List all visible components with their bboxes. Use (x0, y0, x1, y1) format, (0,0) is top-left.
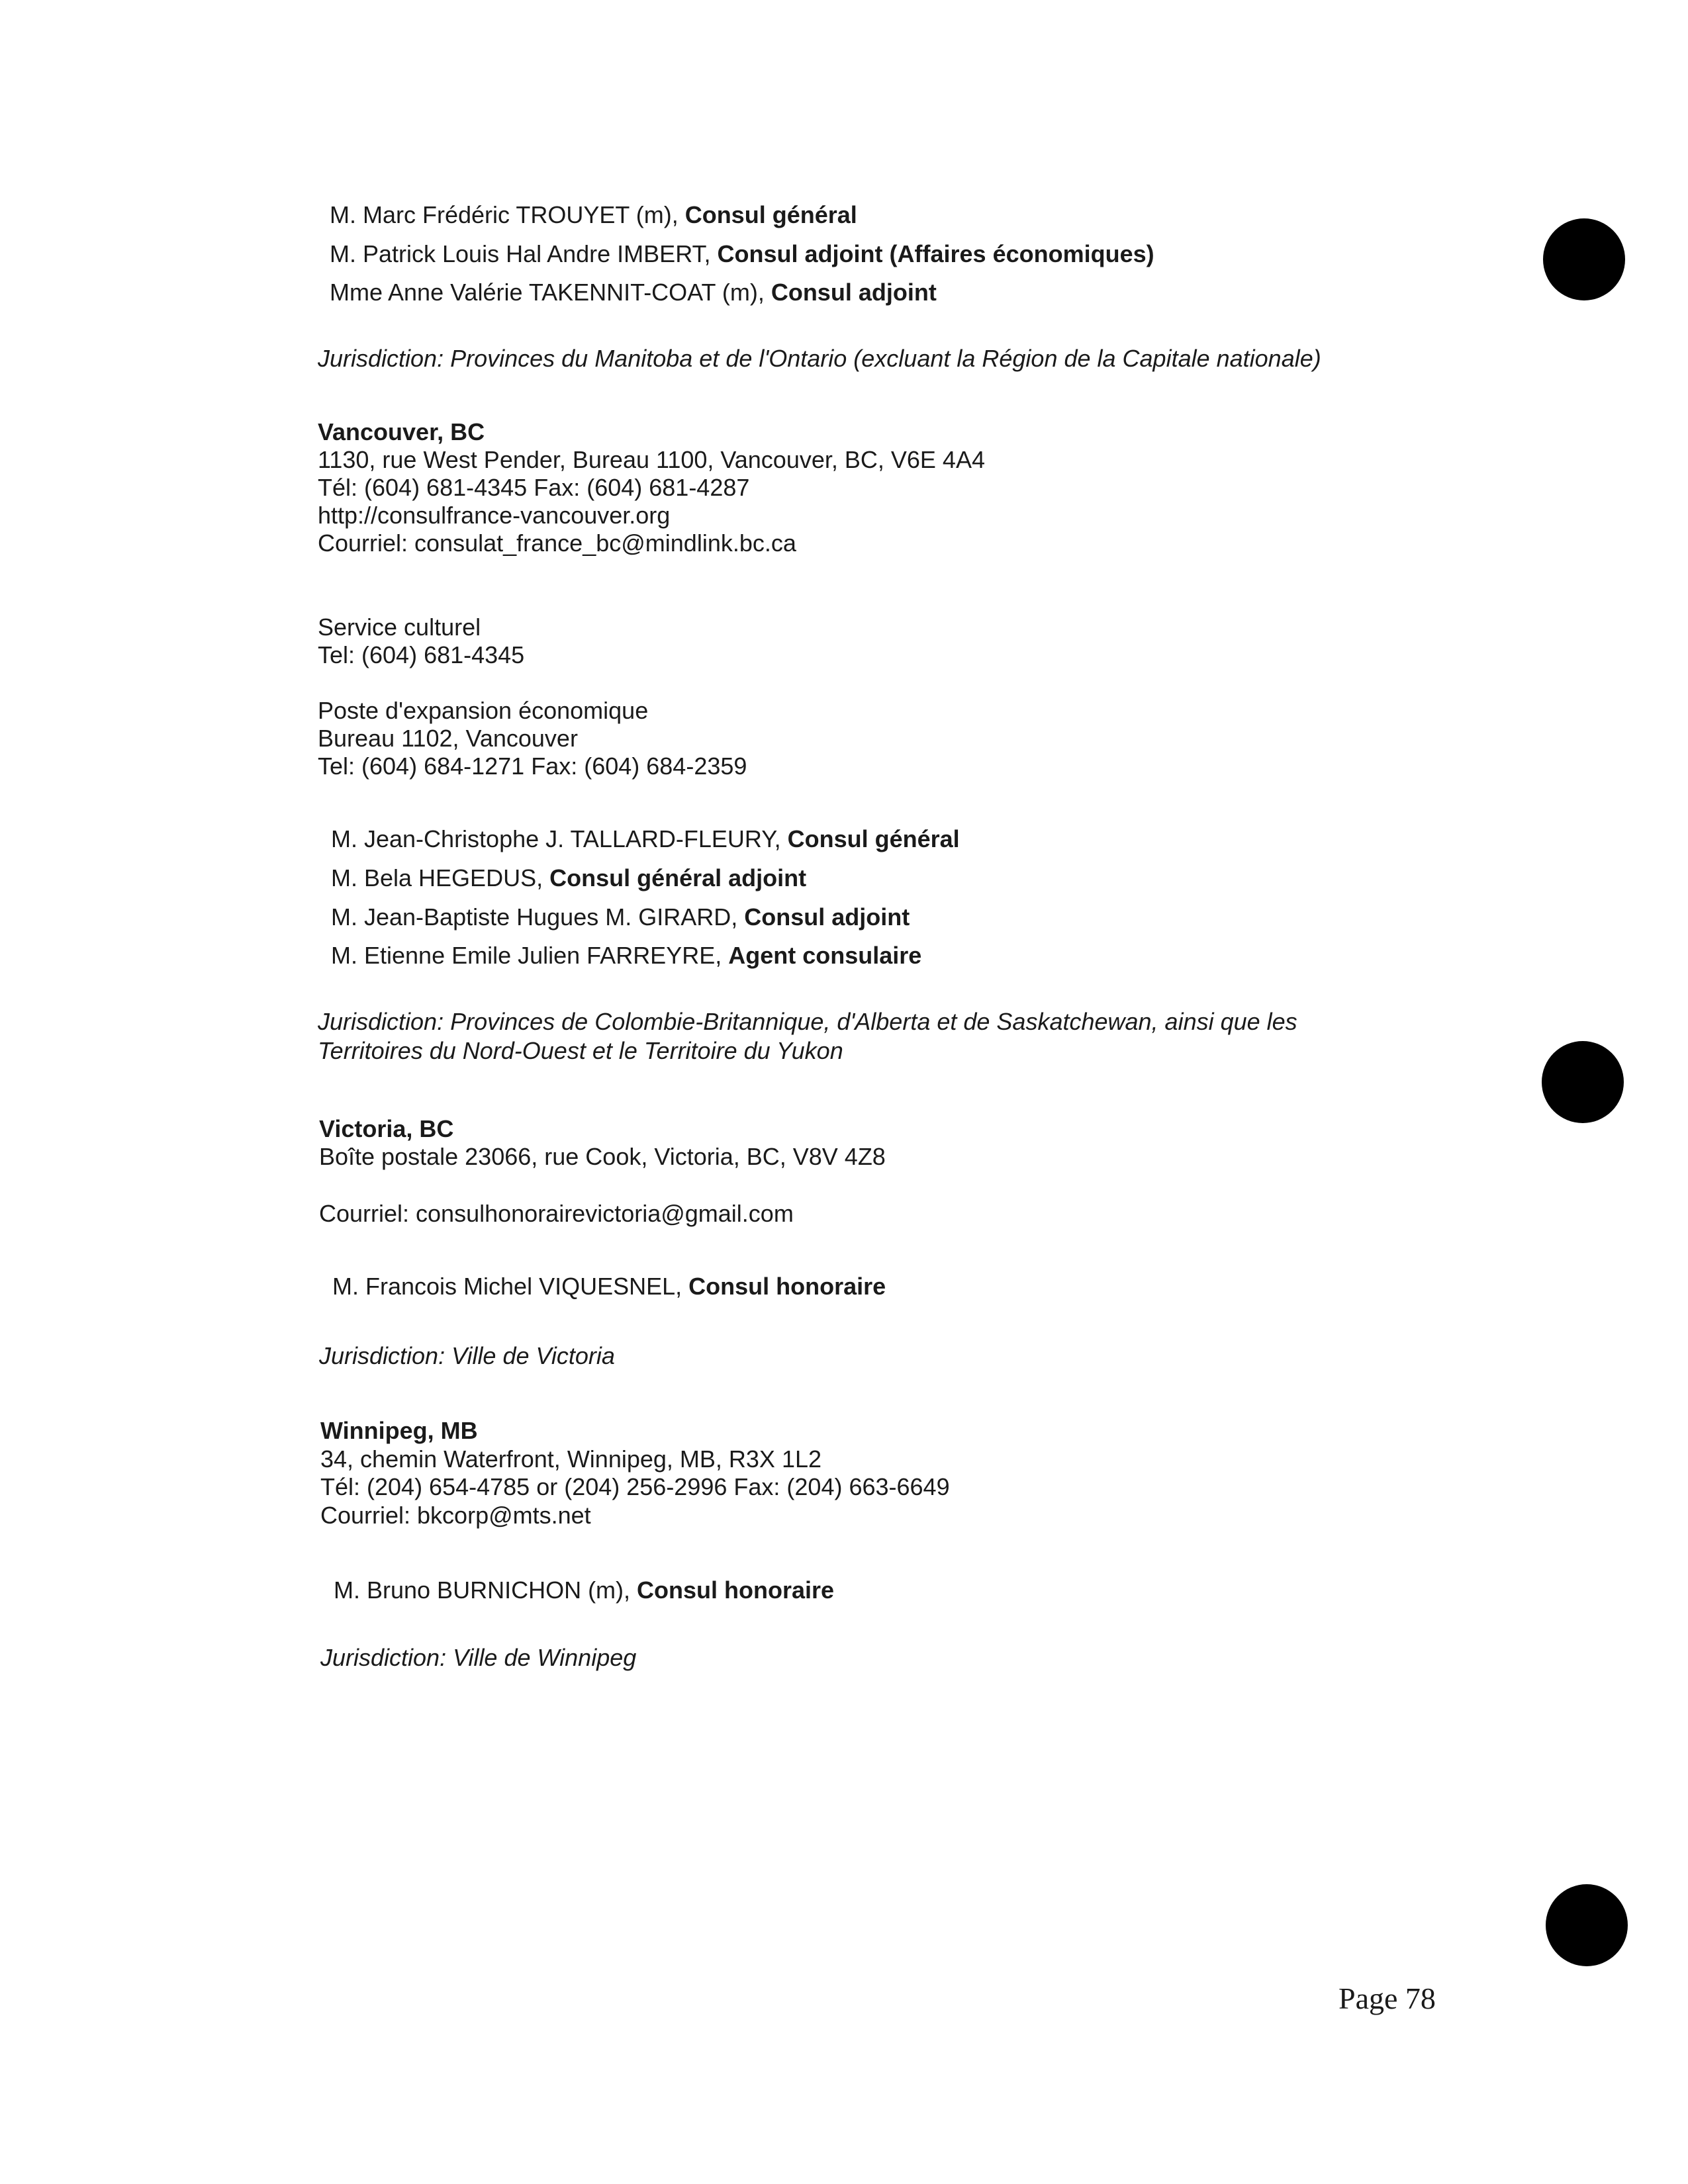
jurisdiction-line (320, 1644, 636, 1672)
address: 1130, rue West Pender, Bureau 1100, Vancouver, BC, V6E 4A4 (318, 446, 985, 473)
official-title: Consul adjoint (Affaires économiques) (717, 240, 1154, 267)
address: Boîte postale 23066, rue Cook, Victoria, BC, V8V 4Z8 (319, 1143, 886, 1170)
official-line (330, 279, 937, 306)
official-line (332, 1273, 886, 1300)
jurisdiction-label: Jurisdiction: (319, 1342, 445, 1369)
phone-fax: Tél: (204) 654-4785 or (204) 256-2996 Fax: (204) 663-6649 (320, 1473, 950, 1500)
address: 34, chemin Waterfront, Winnipeg, MB, R3X 1L2 (320, 1445, 822, 1473)
official-title: Consul général (787, 825, 960, 852)
official-name: M. Marc Frédéric TROUYET (m), (330, 201, 685, 228)
official-line (330, 240, 1154, 268)
email: Courriel: consulat_france_bc@mindlink.bc.ca (318, 529, 796, 557)
official-name: M. Jean-Baptiste Hugues M. GIRARD, (331, 903, 745, 931)
phone-fax: Tél: (604) 681-4345 Fax: (604) 681-4287 (318, 474, 750, 501)
email: Courriel: bkcorp@mts.net (320, 1502, 591, 1529)
official-title: Consul honoraire (688, 1273, 886, 1300)
official-line (331, 864, 806, 892)
jurisdiction-text: Provinces de Colombie-Britannique, d'Alberta et de Saskatchewan, ainsi que les (444, 1008, 1297, 1035)
official-title: Consul adjoint (744, 903, 910, 931)
official-title: Consul général (684, 201, 857, 228)
punch-hole-icon (1542, 1041, 1624, 1123)
expansion-office: Bureau 1102, Vancouver (318, 725, 578, 752)
official-line (330, 201, 857, 229)
official-line (331, 903, 910, 931)
official-name: M. Jean-Christophe J. TALLARD-FLEURY, (331, 825, 788, 852)
jurisdiction-line-2: Territoires du Nord-Ouest et le Territoire du Yukon (318, 1037, 843, 1064)
section-heading-vancouver: Vancouver, BC (318, 418, 485, 445)
website-link[interactable]: http://consulfrance-vancouver.org (318, 502, 671, 529)
official-name: M. Francois Michel VIQUESNEL, (332, 1273, 689, 1300)
official-title: Consul adjoint (771, 279, 937, 306)
jurisdiction-text: Ville de Winnipeg (446, 1644, 637, 1671)
jurisdiction-line (318, 1008, 1297, 1036)
section-heading-victoria: Victoria, BC (319, 1115, 454, 1142)
jurisdiction-line (319, 1342, 615, 1370)
email: Courriel: consulhonorairevictoria@gmail.com (319, 1200, 794, 1227)
official-line (331, 825, 960, 853)
official-title: Consul honoraire (637, 1576, 835, 1604)
service-phone: Tel: (604) 681-4345 (318, 641, 525, 668)
jurisdiction-label: Jurisdiction: (318, 1008, 444, 1035)
official-title: Agent consulaire (728, 942, 922, 969)
jurisdiction-label: Jurisdiction: (318, 345, 444, 372)
official-name: M. Bruno BURNICHON (m), (334, 1576, 637, 1604)
punch-hole-icon (1543, 218, 1625, 300)
jurisdiction-text: Ville de Victoria (445, 1342, 615, 1369)
jurisdiction-line (318, 345, 1321, 373)
punch-hole-icon (1546, 1884, 1628, 1966)
expansion-name: Poste d'expansion économique (318, 697, 649, 724)
service-culturel: Service culturel (318, 614, 481, 641)
expansion-phone: Tel: (604) 684-1271 Fax: (604) 684-2359 (318, 752, 747, 780)
official-name: M. Bela HEGEDUS, (331, 864, 550, 891)
page-number: Page 78 (1338, 1981, 1436, 2015)
jurisdiction-label: Jurisdiction: (320, 1644, 447, 1671)
official-name: M. Etienne Emile Julien FARREYRE, (331, 942, 729, 969)
jurisdiction-text: Provinces du Manitoba et de l'Ontario (excluant la Région de la Capitale nationale) (444, 345, 1321, 372)
official-name: Mme Anne Valérie TAKENNIT-COAT (m), (330, 279, 771, 306)
official-name: M. Patrick Louis Hal Andre IMBERT, (330, 240, 718, 267)
section-heading-winnipeg: Winnipeg, MB (320, 1417, 478, 1444)
official-line (331, 942, 921, 970)
official-line (334, 1576, 834, 1604)
official-title: Consul général adjoint (549, 864, 807, 891)
